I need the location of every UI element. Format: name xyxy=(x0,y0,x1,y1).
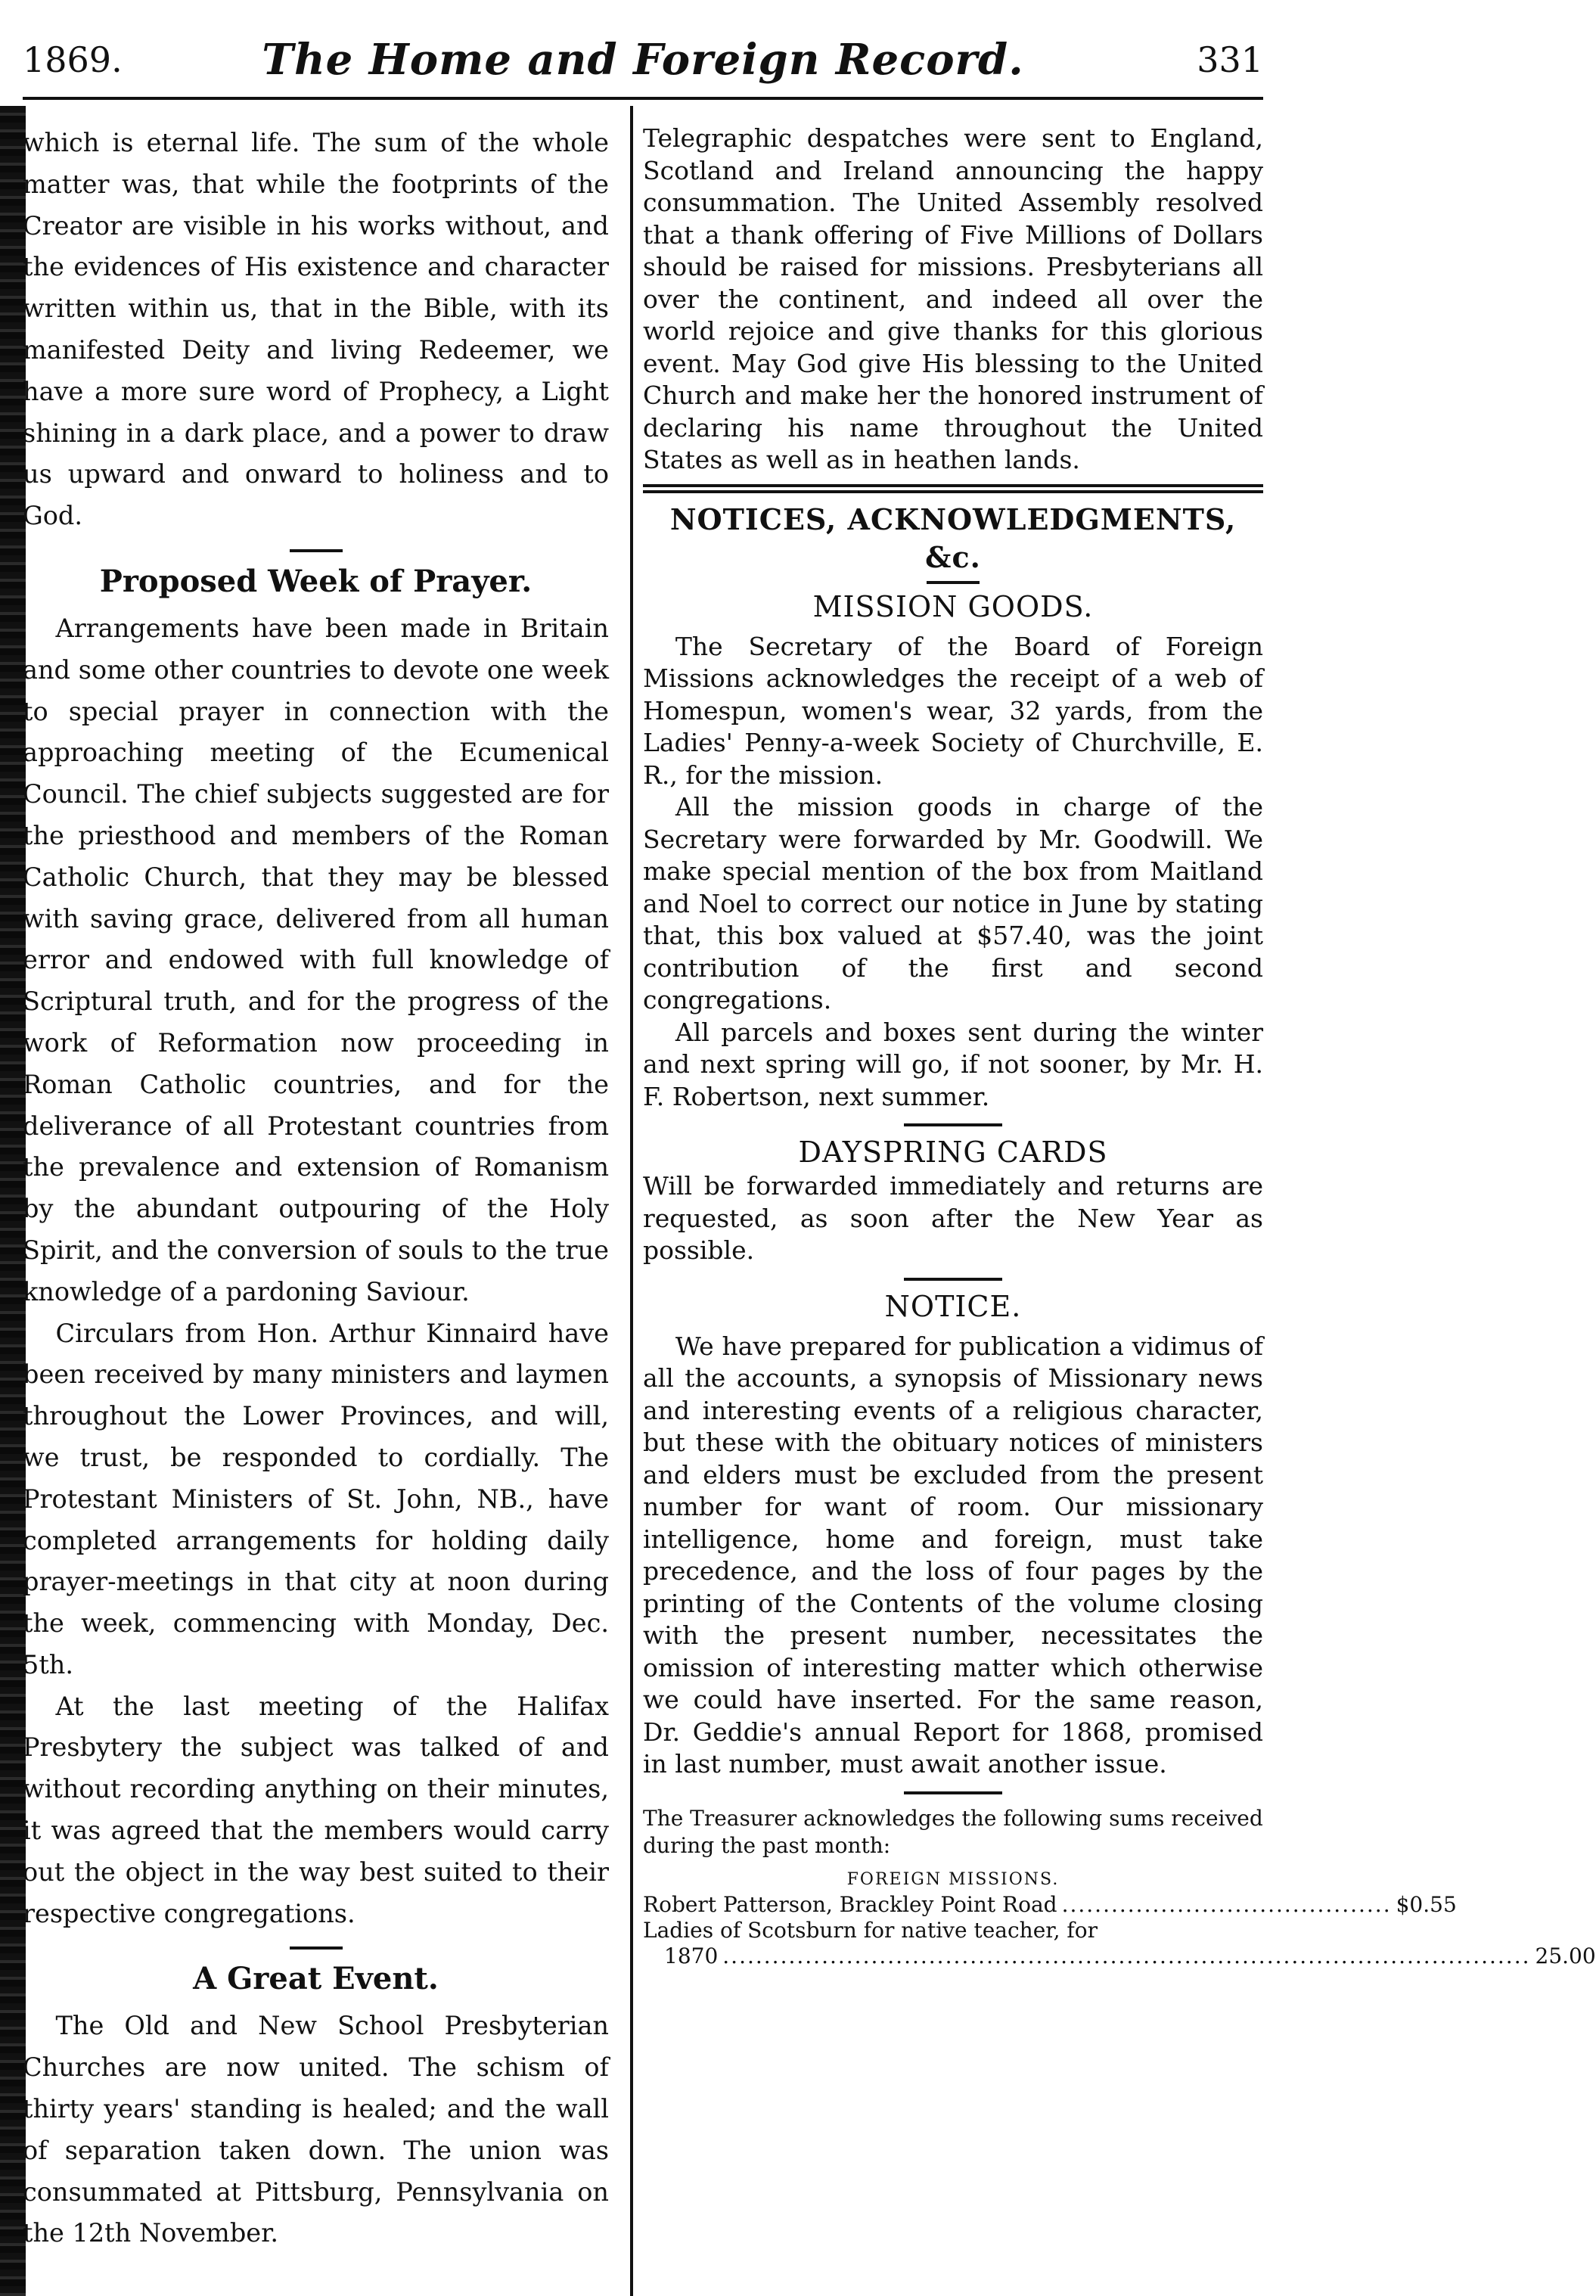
list-item xyxy=(643,1918,1263,1943)
notice-heading: NOTICE. xyxy=(884,1289,1022,1323)
header-title: The Home and Foreign Record. xyxy=(262,35,1024,85)
section-rule xyxy=(290,1946,343,1950)
page-header xyxy=(23,33,1263,94)
header-year: 1869. xyxy=(23,39,123,80)
section-rule xyxy=(904,1278,1002,1281)
event-heading: A Great Event. xyxy=(193,1961,439,1997)
prayer-paragraph-2: Circulars from Hon. Arthur Kinnaird have been received by many ministers and laymen throughout the Lower Provinces, and will, we trust, be responded to cordially. The Protestant Ministers of St. John, NB., have completed arrangements for holding daily prayer-meetings in that city at noon during the week, commencing with Monday, Dec. 5th. xyxy=(23,1318,609,1679)
notices-heading: NOTICES, ACKNOWLEDGMENTS, &c. xyxy=(669,502,1237,574)
entry-amount: $0.55 xyxy=(1396,1891,1457,1917)
mission-paragraph-3: All parcels and boxes sent during the winter and next spring will go, if not sooner, by Mr. H. F. Robertson, next summer. xyxy=(643,1017,1263,1111)
section-rule xyxy=(290,549,343,552)
intro-paragraph: which is eternal life. The sum of the whole matter was, that while the footprints of the Creator are visible in his works without, and the evidences of His existence and character written within us, that in the Bible, with its manifested Deity and living Redeemer, we have a more sure word of Prophecy, a Light shining in a dark place, and a power to draw us upward and onward to holiness and to God. xyxy=(23,128,609,531)
dayspring-heading: DAYSPRING CARDS xyxy=(798,1136,1108,1169)
prayer-heading: Proposed Week of Prayer. xyxy=(99,563,533,599)
event-continued-paragraph: Telegraphic despatches were sent to England, Scotland and Ireland announcing the happy consummation. The United Assembly resolved that a thank offering of Five Millions of Dollars should be raised for missions. Presbyterians all over the continent, and indeed all over the world rejoice and give thanks for this glorious event. May God give His blessing to the United Church and make her the honored instrument of declaring his name throughout the United States as well as in heathen lands. xyxy=(643,123,1263,474)
scan-edge-shadow xyxy=(0,106,26,2296)
event-paragraph-1: The Old and New School Presbyterian Churches are now united. The schism of thirty years' standing is healed; and the wall of separation taken down. The union was consummated at Pittsburg, Pennsylvania on the 12th November. xyxy=(23,2011,609,2248)
leader-dots: ........................................ xyxy=(1061,1891,1392,1917)
prayer-paragraph-1: Arrangements have been made in Britain and some other countries to devote one week to special prayer in connection with the approaching meeting of the Ecumenical Council. The chief subjects suggested are for the priesthood and members of the Roman Catholic Church, that they may be blessed with saving grace, delivered from all human error and endowed with full knowledge of Scriptural truth, and for the progress of the work of Reformation now proceeding in Roman Catholic countries, and for the deliverance of all Protestant countries from the prevalence and extension of Romanism by the abundant outpouring of the Holy Spirit, and the conversion of souls to the true knowledge of a pardoning Saviour. xyxy=(23,613,609,1306)
foreign-missions-heading: FOREIGN MISSIONS. xyxy=(846,1869,1060,1889)
entry-name: 1870 xyxy=(664,1943,719,1968)
header-rule xyxy=(23,97,1263,100)
section-rule xyxy=(927,581,980,584)
mission-paragraph-1: The Secretary of the Board of Foreign Missions acknowledges the receipt of a web of Homespun, women's wear, 32 yards, from the Ladies' Penny-a-week Society of Churchville, E. R., for the mission. xyxy=(643,631,1263,790)
column-divider xyxy=(630,106,633,2296)
entry-name: Ladies of Scotsburn for native teacher, for xyxy=(643,1917,1098,1943)
list-item xyxy=(643,1943,1596,1969)
list-item xyxy=(643,1891,1457,1918)
section-rule xyxy=(904,1123,1002,1126)
entry-amount: 25.00 xyxy=(1535,1943,1596,1968)
dayspring-paragraph: Will be forwarded immediately and returns are requested, as soon after the New Year as possible. xyxy=(643,1171,1263,1265)
left-column xyxy=(23,123,609,2254)
right-column xyxy=(643,123,1596,1969)
prayer-paragraph-3: At the last meeting of the Halifax Presbytery the subject was talked of and without recording anything on their minutes, it was agreed that the members would carry out the object in the way best suited to their respective congregations. xyxy=(23,1691,609,1928)
double-rule xyxy=(643,484,1263,487)
section-rule xyxy=(904,1791,1002,1794)
leader-dots: .................................................................................................. xyxy=(722,1943,1531,1968)
mission-paragraph-2: All the mission goods in charge of the Secretary were forwarded by Mr. Goodwill. We make special mention of the box from Maitland and Noel to correct our notice in June by stating that, this box valued at $57.40, was the joint contribution of the first and second congregations. xyxy=(643,792,1263,1014)
notice-paragraph: We have prepared for publication a vidimus of all the accounts, a synopsis of Missionary news and interesting events of a religious character, but these with the obituary notices of ministers and elders must be excluded from the present number for want of room. Our missionary intelligence, home and foreign, must take precedence, and the loss of four pages by the printing of the Contents of the volume closing with the present number, necessitates the omission of interesting matter which otherwise we could have inserted. For the same reason, Dr. Geddie's annual Report for 1868, promised in last number, must await another issue. xyxy=(643,1331,1263,1779)
treasurer-paragraph: The Treasurer acknowledges the following sums received during the past month: xyxy=(643,1805,1263,1858)
entry-name: Robert Patterson, Brackley Point Road xyxy=(643,1891,1057,1917)
header-page-number: 331 xyxy=(1197,39,1263,80)
mission-goods-heading: MISSION GOODS. xyxy=(812,589,1094,623)
